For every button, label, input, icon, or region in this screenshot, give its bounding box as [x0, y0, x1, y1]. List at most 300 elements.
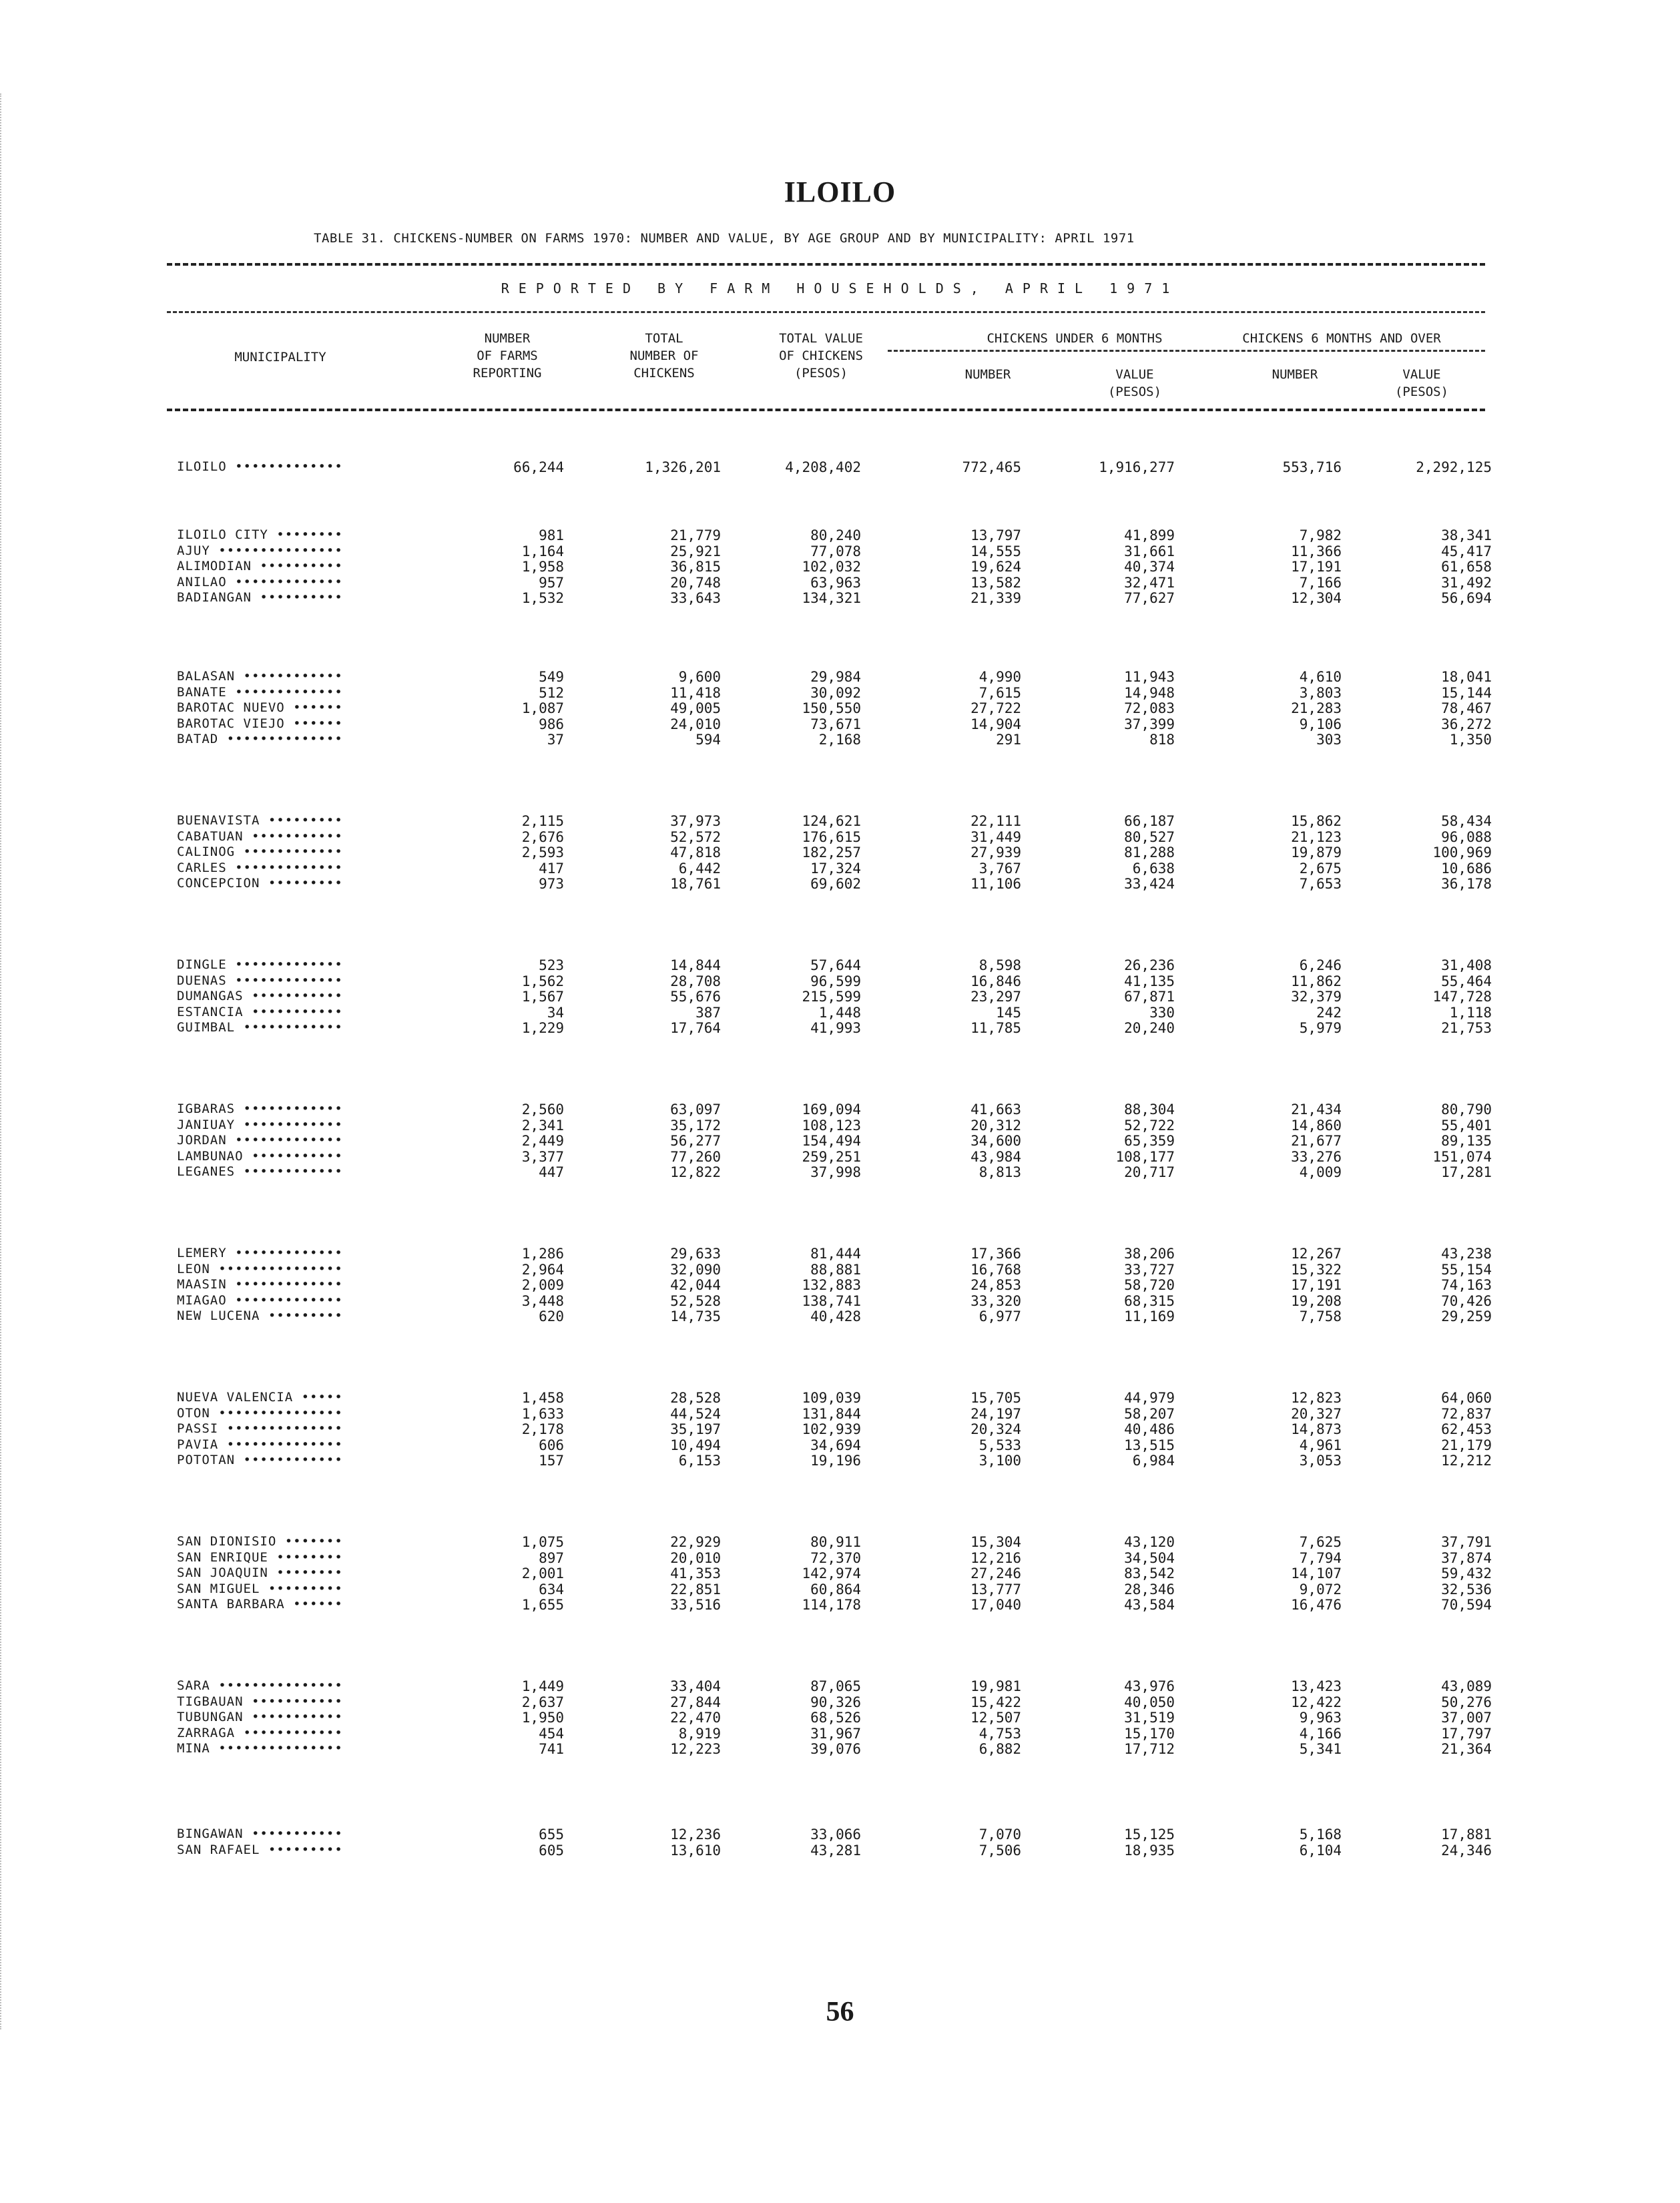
table-row-cell: 61,658 — [1441, 559, 1492, 575]
table-row-cell: 41,993 — [810, 1020, 861, 1036]
table-row-cell: 1,950 — [521, 1710, 564, 1726]
table-row-cell: 7,758 — [1299, 1308, 1342, 1324]
table-row-cell: 27,246 — [970, 1565, 1021, 1581]
table-row-cell: 5,533 — [978, 1437, 1021, 1453]
header-municipality: MUNICIPALITY — [234, 350, 326, 364]
table-row-cell: 69,602 — [810, 876, 861, 892]
table-row-municipality: CARLES ••••••••••••• — [177, 860, 343, 875]
table-row-municipality: DUMANGAS ••••••••••• — [177, 989, 343, 1003]
table-row-cell: 19,879 — [1291, 844, 1342, 861]
header-bottom-rule — [167, 409, 1485, 411]
table-row-cell: 47,818 — [670, 844, 721, 861]
table-row-cell: 37,791 — [1441, 1534, 1492, 1550]
table-row-cell: 32,536 — [1441, 1581, 1492, 1598]
table-row-cell: 14,735 — [670, 1308, 721, 1324]
table-row-cell: 303 — [1316, 732, 1342, 748]
table-row-cell: 34,694 — [810, 1437, 861, 1453]
table-row-cell: 13,797 — [970, 527, 1021, 543]
table-row-cell: 549 — [539, 669, 564, 685]
table-row-cell: 32,379 — [1291, 989, 1342, 1005]
table-row-cell: 4,166 — [1299, 1725, 1342, 1742]
table-row-municipality: SANTA BARBARA •••••• — [177, 1597, 343, 1612]
table-row-cell: 17,040 — [970, 1597, 1021, 1613]
table-row-cell: 169,094 — [802, 1102, 861, 1118]
top-rule — [167, 263, 1485, 266]
table-row-cell: 2,676 — [521, 828, 564, 845]
table-row-cell: 17,324 — [810, 860, 861, 877]
table-row-cell: 36,178 — [1441, 876, 1492, 892]
table-row-cell: 12,304 — [1291, 590, 1342, 606]
header-over6-value: VALUE (PESOS) — [1394, 367, 1449, 399]
table-row-municipality: SAN RAFAEL ••••••••• — [177, 1842, 343, 1857]
table-row-cell: 1,633 — [521, 1405, 564, 1422]
table-row-cell: 16,846 — [970, 973, 1021, 989]
table-row-municipality: MINA ••••••••••••••• — [177, 1741, 343, 1756]
table-row-municipality: MIAGAO ••••••••••••• — [177, 1292, 343, 1308]
table-row-cell: 6,153 — [678, 1453, 721, 1469]
table-row-cell: 4,753 — [978, 1725, 1021, 1742]
table-row-cell: 29,984 — [810, 669, 861, 685]
table-row-cell: 14,873 — [1291, 1421, 1342, 1437]
scan-margin-line — [0, 93, 1, 2029]
table-row-cell: 15,862 — [1291, 813, 1342, 829]
table-row-municipality: PASSI •••••••••••••• — [177, 1421, 343, 1436]
table-row-cell: 15,422 — [970, 1694, 1021, 1710]
table-row-cell: 13,610 — [670, 1842, 721, 1859]
table-row-municipality: ILOILO CITY •••••••• — [177, 527, 343, 542]
table-row-municipality: GUIMBAL •••••••••••• — [177, 1020, 343, 1035]
table-row-cell: 29,633 — [670, 1246, 721, 1262]
table-row-cell: 31,967 — [810, 1725, 861, 1742]
table-row-cell: 38,206 — [1124, 1246, 1175, 1262]
table-row-cell: 15,125 — [1124, 1826, 1175, 1843]
table-row-cell: 59,432 — [1441, 1565, 1492, 1581]
table-row-cell: 741 — [539, 1741, 564, 1757]
table-row-cell: 1,118 — [1449, 1004, 1492, 1021]
table-row-municipality: BADIANGAN •••••••••• — [177, 590, 343, 605]
table-row-cell: 44,524 — [670, 1405, 721, 1422]
table-row-cell: 43,584 — [1124, 1597, 1175, 1613]
table-row-municipality: LEON ••••••••••••••• — [177, 1261, 343, 1276]
table-row-cell: 132,883 — [802, 1277, 861, 1293]
table-row-cell: 655 — [539, 1826, 564, 1843]
table-row-cell: 8,598 — [978, 957, 1021, 973]
table-row-cell: 3,448 — [521, 1292, 564, 1309]
table-row-cell: 41,135 — [1124, 973, 1175, 989]
table-row-cell: 21,364 — [1441, 1741, 1492, 1757]
table-row-cell: 1,448 — [818, 1004, 861, 1021]
table-row-cell: 7,506 — [978, 1842, 1021, 1859]
table-row-cell: 18,761 — [670, 876, 721, 892]
table-row-municipality: BATAD •••••••••••••• — [177, 732, 343, 746]
table-row-cell: 40,374 — [1124, 559, 1175, 575]
table-row-municipality: NUEVA VALENCIA ••••• — [177, 1390, 343, 1405]
table-row-municipality: ZARRAGA •••••••••••• — [177, 1725, 343, 1740]
page-number: 56 — [826, 1997, 854, 2027]
table-row-cell: 21,123 — [1291, 828, 1342, 845]
table-row-cell: 25,921 — [670, 543, 721, 559]
table-row-cell: 57,644 — [810, 957, 861, 973]
table-row-municipality: OTON ••••••••••••••• — [177, 1405, 343, 1421]
table-row-cell: 13,515 — [1124, 1437, 1175, 1453]
table-row-cell: 11,785 — [970, 1020, 1021, 1036]
table-row-municipality: ANILAO ••••••••••••• — [177, 574, 343, 589]
table-row-cell: 3,377 — [521, 1148, 564, 1165]
table-row-cell: 80,527 — [1124, 828, 1175, 845]
table-row-cell: 14,844 — [670, 957, 721, 973]
total-row-cell: 1,326,201 — [645, 459, 721, 475]
table-row-municipality: DINGLE ••••••••••••• — [177, 957, 343, 972]
table-row-municipality: SAN MIGUEL ••••••••• — [177, 1581, 343, 1596]
table-row-cell: 417 — [539, 860, 564, 877]
table-row-cell: 15,144 — [1441, 684, 1492, 701]
header-under6-value: VALUE (PESOS) — [1107, 367, 1162, 399]
table-row-cell: 6,246 — [1299, 957, 1342, 973]
table-row-cell: 182,257 — [802, 844, 861, 861]
table-row-cell: 16,476 — [1291, 1597, 1342, 1613]
table-row-cell: 1,075 — [521, 1534, 564, 1550]
header-under6-group: CHICKENS UNDER 6 MONTHS — [987, 331, 1163, 346]
table-row-cell: 15,322 — [1291, 1261, 1342, 1278]
table-row-cell: 14,107 — [1291, 1565, 1342, 1581]
table-row-cell: 17,191 — [1291, 1277, 1342, 1293]
table-row-cell: 17,797 — [1441, 1725, 1492, 1742]
table-row-municipality: DUENAS ••••••••••••• — [177, 973, 343, 988]
table-row-cell: 14,948 — [1124, 684, 1175, 701]
table-row-cell: 33,276 — [1291, 1148, 1342, 1165]
table-row-cell: 2,675 — [1299, 860, 1342, 877]
table-row-cell: 9,600 — [678, 669, 721, 685]
table-row-cell: 43,120 — [1124, 1534, 1175, 1550]
table-row-cell: 4,610 — [1299, 669, 1342, 685]
table-row-cell: 20,748 — [670, 574, 721, 591]
table-row-municipality: SAN DIONISIO ••••••• — [177, 1534, 343, 1549]
table-row-municipality: PAVIA •••••••••••••• — [177, 1437, 343, 1452]
table-row-cell: 78,467 — [1441, 700, 1492, 716]
table-row-cell: 29,259 — [1441, 1308, 1492, 1324]
table-row-cell: 22,470 — [670, 1710, 721, 1726]
table-row-cell: 20,324 — [970, 1421, 1021, 1437]
table-row-cell: 52,572 — [670, 828, 721, 845]
table-row-cell: 12,267 — [1291, 1246, 1342, 1262]
table-row-cell: 108,177 — [1115, 1148, 1175, 1165]
table-row-cell: 26,236 — [1124, 957, 1175, 973]
table-row-cell: 1,655 — [521, 1597, 564, 1613]
table-row-cell: 5,168 — [1299, 1826, 1342, 1843]
table-row-cell: 1,562 — [521, 973, 564, 989]
table-row-cell: 31,661 — [1124, 543, 1175, 559]
table-row-cell: 28,528 — [670, 1390, 721, 1406]
table-row-cell: 986 — [539, 716, 564, 732]
table-row-cell: 150,550 — [802, 700, 861, 716]
table-row-municipality: SARA ••••••••••••••• — [177, 1678, 343, 1693]
table-row-cell: 27,939 — [970, 844, 1021, 861]
table-row-municipality: TIGBAUAN ••••••••••• — [177, 1694, 343, 1709]
table-row-cell: 81,444 — [810, 1246, 861, 1262]
table-row-cell: 72,370 — [810, 1549, 861, 1566]
table-row-cell: 6,977 — [978, 1308, 1021, 1324]
table-row-cell: 108,123 — [802, 1117, 861, 1134]
table-row-cell: 20,327 — [1291, 1405, 1342, 1422]
table-row-cell: 6,882 — [978, 1741, 1021, 1757]
table-row-cell: 36,272 — [1441, 716, 1492, 732]
table-row-cell: 68,526 — [810, 1710, 861, 1726]
table-row-cell: 55,676 — [670, 989, 721, 1005]
table-row-municipality: AJUY ••••••••••••••• — [177, 543, 343, 558]
table-row-cell: 20,717 — [1124, 1164, 1175, 1180]
table-row-cell: 36,815 — [670, 559, 721, 575]
table-row-cell: 56,277 — [670, 1133, 721, 1149]
table-row-municipality: CABATUAN ••••••••••• — [177, 828, 343, 844]
table-row-cell: 12,212 — [1441, 1453, 1492, 1469]
table-row-cell: 60,864 — [810, 1581, 861, 1598]
table-row-cell: 291 — [996, 732, 1021, 748]
table-row-cell: 20,312 — [970, 1117, 1021, 1134]
table-row-cell: 606 — [539, 1437, 564, 1453]
table-row-cell: 90,326 — [810, 1694, 861, 1710]
table-row-cell: 7,070 — [978, 1826, 1021, 1843]
table-row-cell: 96,088 — [1441, 828, 1492, 845]
total-row-cell: 1,916,277 — [1099, 459, 1175, 475]
table-row-cell: 41,353 — [670, 1565, 721, 1581]
table-row-cell: 44,979 — [1124, 1390, 1175, 1406]
table-row-municipality: NEW LUCENA ••••••••• — [177, 1308, 343, 1323]
table-row-cell: 77,627 — [1124, 590, 1175, 606]
table-row-cell: 70,594 — [1441, 1597, 1492, 1613]
table-row-cell: 154,494 — [802, 1133, 861, 1149]
table-row-cell: 242 — [1316, 1004, 1342, 1021]
table-row-cell: 96,599 — [810, 973, 861, 989]
table-row-cell: 80,790 — [1441, 1102, 1492, 1118]
table-row-cell: 3,767 — [978, 860, 1021, 877]
table-row-cell: 22,851 — [670, 1581, 721, 1598]
table-row-cell: 41,899 — [1124, 527, 1175, 543]
table-row-cell: 15,705 — [970, 1390, 1021, 1406]
table-row-cell: 2,001 — [521, 1565, 564, 1581]
table-row-cell: 1,449 — [521, 1678, 564, 1694]
table-row-cell: 454 — [539, 1725, 564, 1742]
subhead-rule — [167, 311, 1485, 313]
table-row-cell: 27,722 — [970, 700, 1021, 716]
table-row-cell: 1,286 — [521, 1246, 564, 1262]
table-row-cell: 21,179 — [1441, 1437, 1492, 1453]
table-row-cell: 34,504 — [1124, 1549, 1175, 1566]
table-row-cell: 7,625 — [1299, 1534, 1342, 1550]
table-row-cell: 15,304 — [970, 1534, 1021, 1550]
table-row-municipality: LEGANES •••••••••••• — [177, 1164, 343, 1179]
table-row-cell: 37,007 — [1441, 1710, 1492, 1726]
page-title: ILOILO — [784, 176, 896, 208]
table-row-cell: 12,823 — [1291, 1390, 1342, 1406]
table-row-cell: 37,973 — [670, 813, 721, 829]
table-row-cell: 11,943 — [1124, 669, 1175, 685]
reported-by-heading: REPORTED BY FARM HOUSEHOLDS, APRIL 1971 — [501, 280, 1179, 296]
table-row-municipality: CALINOG •••••••••••• — [177, 844, 343, 859]
table-row-cell: 138,741 — [802, 1292, 861, 1309]
table-row-cell: 4,961 — [1299, 1437, 1342, 1453]
table-row-municipality: LEMERY ••••••••••••• — [177, 1246, 343, 1260]
table-row-cell: 52,722 — [1124, 1117, 1175, 1134]
table-row-cell: 100,969 — [1432, 844, 1492, 861]
table-row-cell: 102,939 — [802, 1421, 861, 1437]
table-row-cell: 1,458 — [521, 1390, 564, 1406]
table-row-cell: 49,005 — [670, 700, 721, 716]
table-row-cell: 89,135 — [1441, 1133, 1492, 1149]
table-row-municipality: BANATE ••••••••••••• — [177, 684, 343, 700]
table-row-cell: 55,464 — [1441, 973, 1492, 989]
table-row-cell: 897 — [539, 1549, 564, 1566]
table-row-cell: 70,426 — [1441, 1292, 1492, 1309]
table-row-cell: 10,686 — [1441, 860, 1492, 877]
table-row-cell: 33,643 — [670, 590, 721, 606]
table-row-cell: 56,694 — [1441, 590, 1492, 606]
table-row-cell: 72,837 — [1441, 1405, 1492, 1422]
table-row-cell: 620 — [539, 1308, 564, 1324]
table-row-cell: 13,777 — [970, 1581, 1021, 1598]
table-row-municipality: LAMBUNAO ••••••••••• — [177, 1148, 343, 1164]
table-row-cell: 7,166 — [1299, 574, 1342, 591]
table-row-cell: 14,555 — [970, 543, 1021, 559]
table-row-cell: 18,935 — [1124, 1842, 1175, 1859]
table-row-cell: 37,998 — [810, 1164, 861, 1180]
table-row-cell: 24,010 — [670, 716, 721, 732]
table-row-cell: 9,106 — [1299, 716, 1342, 732]
table-row-cell: 43,089 — [1441, 1678, 1492, 1694]
table-row-cell: 12,236 — [670, 1826, 721, 1843]
table-row-cell: 33,066 — [810, 1826, 861, 1843]
table-row-cell: 9,963 — [1299, 1710, 1342, 1726]
table-row-cell: 37,874 — [1441, 1549, 1492, 1566]
table-row-cell: 2,178 — [521, 1421, 564, 1437]
table-row-cell: 31,519 — [1124, 1710, 1175, 1726]
table-row-cell: 4,009 — [1299, 1164, 1342, 1180]
table-row-cell: 2,964 — [521, 1261, 564, 1278]
table-row-municipality: ALIMODIAN •••••••••• — [177, 559, 343, 573]
table-row-municipality: SAN ENRIQUE •••••••• — [177, 1549, 343, 1565]
table-row-municipality: SAN JOAQUIN •••••••• — [177, 1565, 343, 1580]
table-row-cell: 3,100 — [978, 1453, 1021, 1469]
total-row-cell: 2,292,125 — [1416, 459, 1492, 475]
table-row-cell: 215,599 — [802, 989, 861, 1005]
total-row-municipality: ILOILO ••••••••••••• — [177, 459, 343, 474]
table-row-cell: 176,615 — [802, 828, 861, 845]
table-row-cell: 33,404 — [670, 1678, 721, 1694]
table-row-cell: 32,471 — [1124, 574, 1175, 591]
table-row-cell: 7,653 — [1299, 876, 1342, 892]
table-row-cell: 1,164 — [521, 543, 564, 559]
table-row-cell: 64,060 — [1441, 1390, 1492, 1406]
table-row-cell: 40,050 — [1124, 1694, 1175, 1710]
table-row-cell: 17,191 — [1291, 559, 1342, 575]
table-row-municipality: BALASAN •••••••••••• — [177, 669, 343, 684]
table-row-municipality: TUBUNGAN ••••••••••• — [177, 1710, 343, 1724]
table-row-cell: 20,240 — [1124, 1020, 1175, 1036]
table-row-cell: 66,187 — [1124, 813, 1175, 829]
table-row-cell: 259,251 — [802, 1148, 861, 1165]
table-row-cell: 87,065 — [810, 1678, 861, 1694]
table-row-cell: 32,090 — [670, 1261, 721, 1278]
table-row-cell: 33,516 — [670, 1597, 721, 1613]
table-row-cell: 330 — [1149, 1004, 1175, 1021]
table-row-municipality: ESTANCIA ••••••••••• — [177, 1004, 343, 1019]
table-row-cell: 1,567 — [521, 989, 564, 1005]
table-row-cell: 1,532 — [521, 590, 564, 606]
table-row-cell: 28,708 — [670, 973, 721, 989]
table-row-cell: 11,862 — [1291, 973, 1342, 989]
table-row-cell: 8,813 — [978, 1164, 1021, 1180]
table-row-cell: 7,794 — [1299, 1549, 1342, 1566]
table-row-cell: 6,104 — [1299, 1842, 1342, 1859]
table-row-cell: 109,039 — [802, 1390, 861, 1406]
table-row-cell: 1,958 — [521, 559, 564, 575]
group-header-rule — [888, 350, 1485, 352]
table-row-cell: 50,276 — [1441, 1694, 1492, 1710]
table-row-cell: 21,339 — [970, 590, 1021, 606]
table-row-cell: 523 — [539, 957, 564, 973]
table-row-municipality: BINGAWAN ••••••••••• — [177, 1826, 343, 1841]
total-row-cell: 4,208,402 — [785, 459, 861, 475]
table-row-cell: 21,753 — [1441, 1020, 1492, 1036]
table-row-cell: 634 — [539, 1581, 564, 1598]
table-row-cell: 43,984 — [970, 1148, 1021, 1165]
header-total-value: TOTAL VALUE OF CHICKENS (PESOS) — [779, 331, 863, 381]
table-row-cell: 14,860 — [1291, 1117, 1342, 1134]
table-row-cell: 594 — [695, 732, 721, 748]
table-row-cell: 83,542 — [1124, 1565, 1175, 1581]
table-row-cell: 31,408 — [1441, 957, 1492, 973]
table-row-cell: 43,976 — [1124, 1678, 1175, 1694]
header-farms-reporting: NUMBER OF FARMS REPORTING — [473, 331, 542, 381]
header-total-chickens: TOTAL NUMBER OF CHICKENS — [629, 331, 699, 381]
table-row-cell: 77,078 — [810, 543, 861, 559]
table-row-cell: 6,442 — [678, 860, 721, 877]
table-row-cell: 2,593 — [521, 844, 564, 861]
table-row-cell: 31,492 — [1441, 574, 1492, 591]
table-row-cell: 2,341 — [521, 1117, 564, 1134]
table-row-cell: 2,637 — [521, 1694, 564, 1710]
table-row-cell: 40,486 — [1124, 1421, 1175, 1437]
table-row-cell: 37 — [547, 732, 564, 748]
table-row-cell: 5,979 — [1299, 1020, 1342, 1036]
table-row-cell: 55,154 — [1441, 1261, 1492, 1278]
table-row-municipality: JORDAN ••••••••••••• — [177, 1133, 343, 1148]
table-row-cell: 7,982 — [1299, 527, 1342, 543]
table-row-cell: 1,350 — [1449, 732, 1492, 748]
table-row-cell: 157 — [539, 1453, 564, 1469]
table-row-cell: 77,260 — [670, 1148, 721, 1165]
table-row-cell: 55,401 — [1441, 1117, 1492, 1134]
table-row-cell: 41,663 — [970, 1102, 1021, 1118]
table-row-cell: 124,621 — [802, 813, 861, 829]
table-caption: TABLE 31. CHICKENS-NUMBER ON FARMS 1970: NUMBER AND VALUE, BY AGE GROUP AND BY MUNICIPALITY: APRIL 1971 — [314, 231, 1135, 246]
total-row-cell: 66,244 — [513, 459, 564, 475]
table-row-cell: 17,712 — [1124, 1741, 1175, 1757]
table-row-cell: 12,507 — [970, 1710, 1021, 1726]
table-row-cell: 35,172 — [670, 1117, 721, 1134]
table-row-cell: 43,238 — [1441, 1246, 1492, 1262]
table-row-cell: 11,418 — [670, 684, 721, 701]
table-row-cell: 145 — [996, 1004, 1021, 1021]
table-row-cell: 131,844 — [802, 1405, 861, 1422]
table-row-cell: 24,853 — [970, 1277, 1021, 1293]
total-row-cell: 553,716 — [1282, 459, 1342, 475]
table-row-cell: 10,494 — [670, 1437, 721, 1453]
total-row-cell: 772,465 — [962, 459, 1021, 475]
table-row-cell: 14,904 — [970, 716, 1021, 732]
table-row-cell: 22,929 — [670, 1534, 721, 1550]
table-row-cell: 957 — [539, 574, 564, 591]
table-row-cell: 43,281 — [810, 1842, 861, 1859]
